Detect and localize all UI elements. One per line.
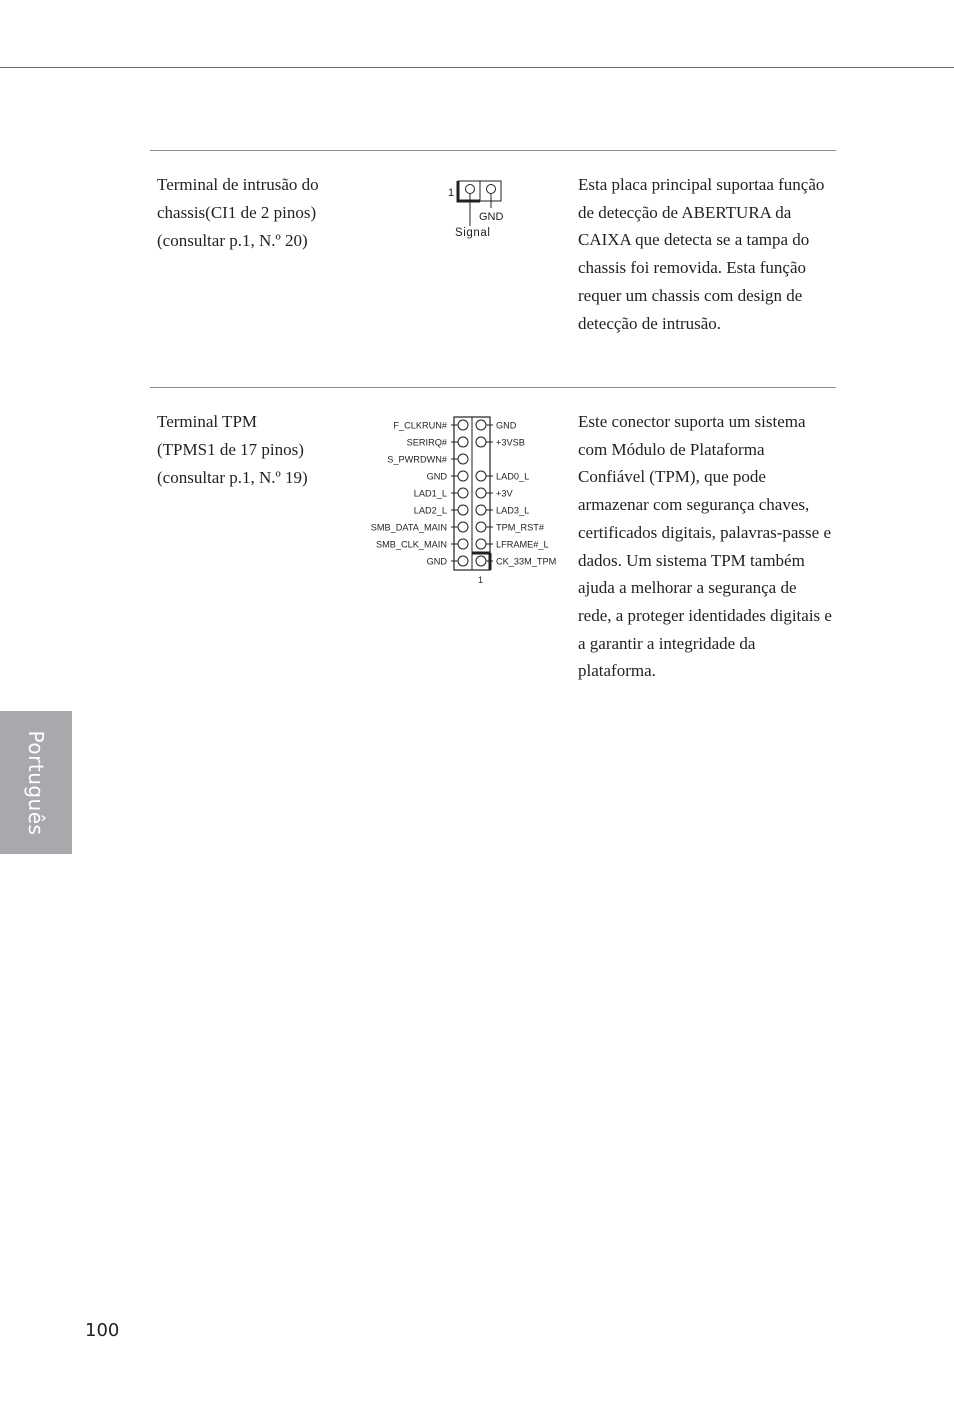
title-line: (consultar p.1, N.º 19) — [157, 468, 308, 487]
pin-circle-left — [458, 505, 468, 515]
pin-circle — [466, 185, 475, 194]
title-line: chassis(CI1 de 2 pinos) — [157, 203, 317, 222]
signal-label: Signal — [455, 227, 491, 239]
chassis-intrusion-description: Esta placa principal suportaa função de detecção de ABERTURA da CAIXA que detecta se a tampa do chassis foi removida. Esta função requer um chassis com design de detecção de intrusão. — [578, 175, 825, 333]
title-line: Terminal de intrusão do — [157, 175, 319, 194]
pin-circle-left — [458, 488, 468, 498]
table-rule-top — [150, 150, 836, 151]
pin-circle-right — [476, 539, 486, 549]
pin-label-left: LAD1_L — [413, 488, 447, 499]
chassis-intrusion-header-diagram — [440, 170, 530, 245]
pin-circle-right — [476, 556, 486, 566]
pin-circle-left — [458, 437, 468, 447]
page-number: 100 — [85, 1320, 120, 1341]
pin1-label: 1 — [448, 187, 455, 199]
pin-circle — [487, 185, 496, 194]
table-rule-middle — [150, 387, 836, 388]
pin-label-right: GND — [496, 420, 517, 431]
pin-label-right: LFRAME#_L — [496, 539, 549, 550]
tpm-header-diagram — [358, 412, 568, 592]
pin-label-right: CK_33M_TPM — [496, 556, 557, 567]
pin-circle-left — [458, 420, 468, 430]
pin-label-left: LAD2_L — [413, 505, 447, 516]
pin1-marker — [458, 181, 480, 201]
pin-circle-left — [458, 539, 468, 549]
pin-circle-right — [476, 522, 486, 532]
pin-label-left: SERIRQ# — [406, 437, 447, 448]
pin-label-right: LAD0_L — [496, 471, 530, 482]
pin-label-right: +3VSB — [496, 437, 525, 448]
pin-circle-left — [458, 522, 468, 532]
pin-label-left: GND — [426, 471, 447, 482]
title-line: (consultar p.1, N.º 20) — [157, 231, 308, 250]
title-line: Terminal TPM — [157, 412, 258, 431]
pin-circle-left — [458, 454, 468, 464]
language-tab-label: Português — [24, 730, 48, 835]
pin-label-left: F_CLKRUN# — [393, 420, 447, 431]
pin-circle-left — [458, 556, 468, 566]
pin-circle-right — [476, 471, 486, 481]
pin-label-left: S_PWRDWN# — [387, 454, 447, 465]
tpm-header-description: Este conector suporta um sistema com Módulo de Plataforma Confiável (TPM), que pode armazenar com segurança chaves, certificados digitais, palavras-passe e dados. Um sistema TPM também ajuda a melhorar a segurança de rede, a proteger identidades digitais e a garantir a integridade da plataforma. — [578, 412, 832, 681]
chassis-intrusion-title — [157, 171, 362, 255]
pin-label-right: TPM_RST# — [496, 522, 544, 533]
title-line: (TPMS1 de 17 pinos) — [157, 440, 304, 459]
language-side-tab — [0, 711, 72, 854]
header-rule — [0, 67, 954, 68]
pin-circle-right — [476, 488, 486, 498]
pin1-label: 1 — [478, 575, 484, 585]
tpm-header-title — [157, 408, 362, 492]
pin-label-left: GND — [426, 556, 447, 567]
pin-label-left: SMB_DATA_MAIN — [370, 522, 447, 533]
pin-circle-right — [476, 505, 486, 515]
pin-circle-right — [476, 437, 486, 447]
gnd-label: GND — [479, 211, 504, 223]
pin-label-right: +3V — [496, 488, 513, 499]
pin-label-left: SMB_CLK_MAIN — [376, 539, 447, 550]
pin-circle-right — [476, 420, 486, 430]
pin-label-right: LAD3_L — [496, 505, 530, 516]
pin-circle-left — [458, 471, 468, 481]
